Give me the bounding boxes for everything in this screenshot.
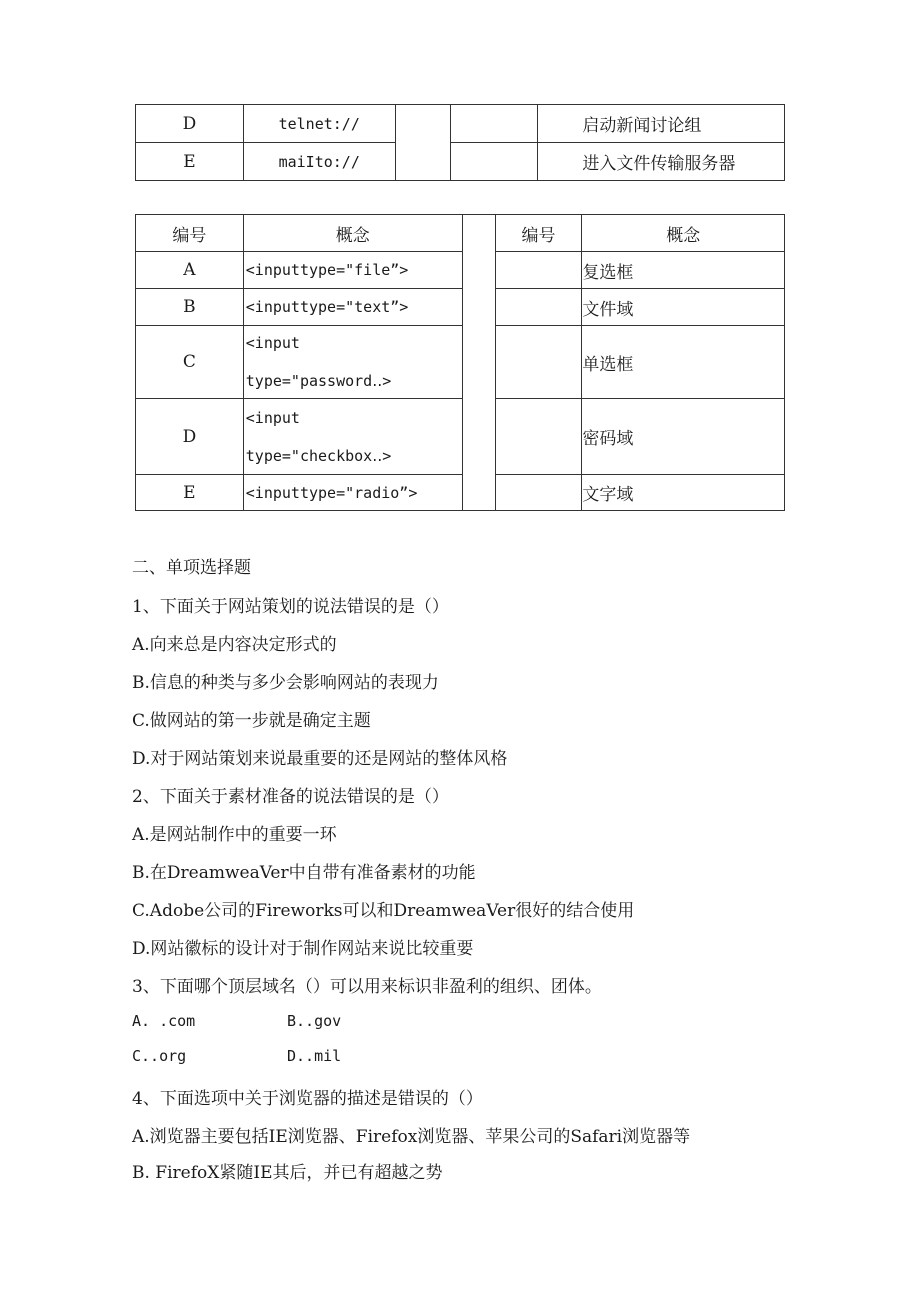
- question-1-option-a: A.向来总是内容决定形式的: [132, 635, 337, 655]
- question-4-option-b: B. FirefoX紧随IE其后，并已有超越之势: [132, 1163, 443, 1183]
- table-row: [136, 326, 785, 399]
- question-2-stem: 2、下面关于素材准备的说法错误的是（）: [132, 787, 449, 807]
- row-number: D: [136, 399, 244, 475]
- table-row: [136, 143, 785, 181]
- code-cell: <inputtype="file”>: [243, 252, 462, 289]
- protocol-cell: telnet://: [243, 105, 395, 143]
- answer-cell: [450, 143, 538, 181]
- row-number: A: [136, 252, 244, 289]
- answer-cell: [495, 475, 582, 511]
- answer-cell: [495, 326, 582, 399]
- question-1-option-d: D.对于网站策划来说最重要的还是网站的整体风格: [132, 749, 508, 769]
- question-2-option-b: B.在DreamweaVer中自带有准备素材的功能: [132, 863, 476, 883]
- question-3-option-b: B..gov: [287, 1012, 342, 1030]
- question-2-option-d: D.网站徽标的设计对于制作网站来说比较重要: [132, 939, 474, 959]
- concept-cell: 文件域: [582, 289, 785, 326]
- table-row: [136, 475, 785, 511]
- concept-cell: 复选框: [582, 252, 785, 289]
- code-cell: [243, 399, 462, 475]
- question-1-stem: 1、下面关于网站策划的说法错误的是（）: [132, 597, 449, 617]
- question-4-stem: 4、下面选项中关于浏览器的描述是错误的（）: [132, 1089, 483, 1109]
- code-cell: <inputtype="text”>: [243, 289, 462, 326]
- question-3-option-d: D..mil: [287, 1047, 342, 1065]
- answer-cell: [495, 399, 582, 475]
- spacer-cell: [395, 105, 450, 181]
- table-row: [136, 289, 785, 326]
- code-cell: <inputtype="radio”>: [243, 475, 462, 511]
- answer-cell: [495, 289, 582, 326]
- question-3-option-c: C..org: [132, 1047, 187, 1065]
- matching-table-input-types: [135, 214, 785, 511]
- question-2-option-c: C.Adobe公司的Fireworks可以和DreamweaVer很好的结合使用: [132, 901, 635, 921]
- row-number: C: [136, 326, 244, 399]
- code-line-1: <input: [245, 334, 300, 352]
- concept-cell: 密码域: [582, 399, 785, 475]
- table-header-row: [136, 215, 785, 252]
- question-2-option-a: A.是网站制作中的重要一环: [132, 825, 337, 845]
- table-row: [136, 399, 785, 475]
- code-line-1: <input: [245, 408, 300, 427]
- row-number: E: [136, 475, 244, 511]
- protocol-cell: maiIto://: [243, 143, 395, 181]
- spacer-cell: [462, 215, 495, 511]
- concept-cell: 单选框: [582, 326, 785, 399]
- header-number-2: 编号: [495, 215, 582, 252]
- table-row: [136, 105, 785, 143]
- table-row: [136, 252, 785, 289]
- description-cell: 启动新闻讨论组: [538, 105, 785, 143]
- concept-cell: 文字域: [582, 475, 785, 511]
- row-number: B: [136, 289, 244, 326]
- matching-table-protocols: [135, 104, 785, 181]
- header-concept: 概念: [243, 215, 462, 252]
- answer-cell: [450, 105, 538, 143]
- description-cell: 进入文件传输服务器: [538, 143, 785, 181]
- question-4-option-a: A.浏览器主要包括IE浏览器、Firefox浏览器、苹果公司的Safari浏览器等: [132, 1127, 691, 1147]
- question-1-option-c: C.做网站的第一步就是确定主题: [132, 711, 371, 731]
- answer-cell: [495, 252, 582, 289]
- question-3-stem: 3、下面哪个顶层域名（）可以用来标识非盈利的组织、团体。: [132, 977, 602, 997]
- section-title: 二、单项选择题: [132, 558, 251, 578]
- header-concept-2: 概念: [582, 215, 785, 252]
- row-number: D: [136, 105, 244, 143]
- row-number: E: [136, 143, 244, 181]
- code-cell: [243, 326, 462, 399]
- question-3-option-a: A. .com: [132, 1012, 196, 1030]
- header-number: 编号: [136, 215, 244, 252]
- code-line-2: type="password‥>: [245, 372, 392, 390]
- code-line-2: type="checkbox‥>: [245, 446, 392, 465]
- question-1-option-b: B.信息的种类与多少会影响网站的表现力: [132, 673, 439, 693]
